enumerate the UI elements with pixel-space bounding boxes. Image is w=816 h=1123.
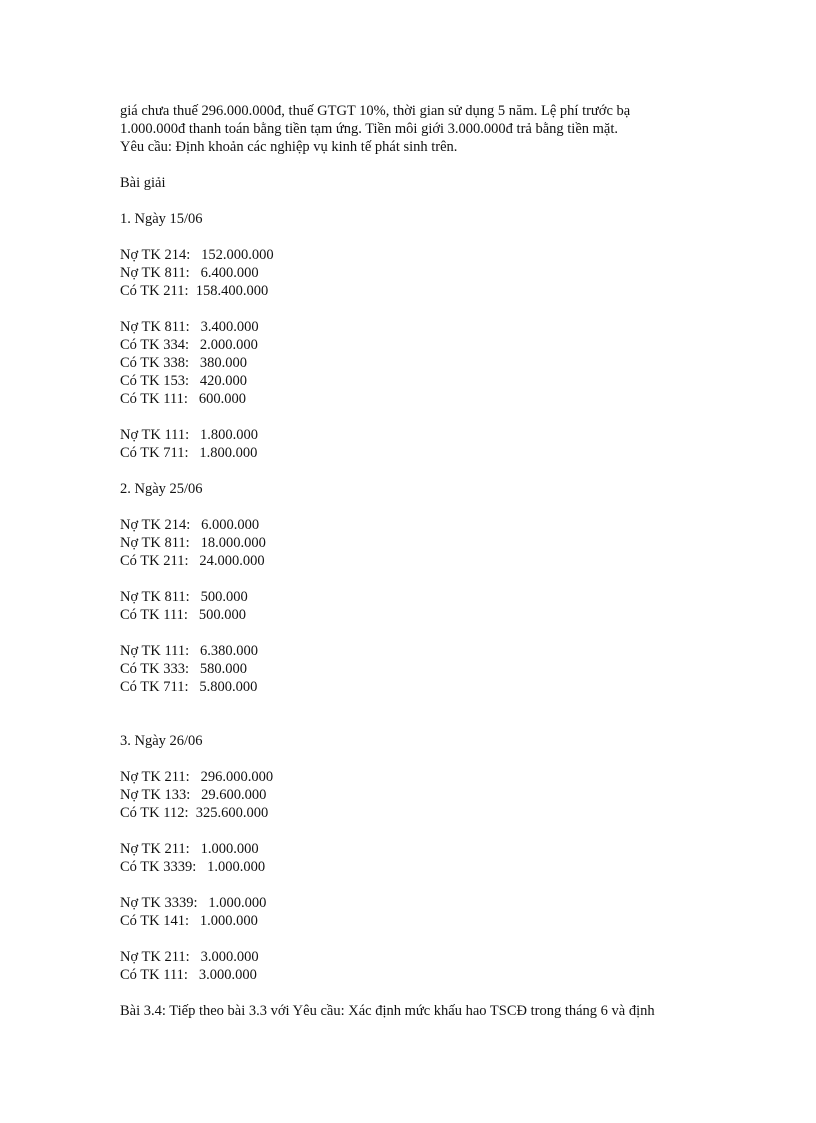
- intro-line-3: Yêu cầu: Định khoản các nghiệp vụ kinh tế phát sinh trên.: [120, 139, 458, 155]
- journal-line: Có TK 112: 325.600.000: [120, 805, 269, 821]
- intro-line-2: 1.000.000đ thanh toán bằng tiền tạm ứng. Tiền môi giới 3.000.000đ trả bằng tiền mặt.: [120, 121, 619, 137]
- journal-line: Có TK 338: 380.000: [120, 355, 248, 371]
- journal-line: Nợ TK 214: 152.000.000: [120, 247, 274, 263]
- intro-line-1: giá chưa thuế 296.000.000đ, thuế GTGT 10%, thời gian sử dụng 5 năm. Lệ phí trước bạ: [120, 103, 631, 119]
- exercise-3-4-heading: Bài 3.4: Tiếp theo bài 3.3 với Yêu cầu: Xác định mức khấu hao TSCĐ trong tháng 6 và định: [120, 1003, 655, 1019]
- entry-group: [120, 948, 720, 984]
- document-page: [120, 102, 720, 1020]
- entry-group: [120, 840, 720, 876]
- journal-line: Có TK 3339: 1.000.000: [120, 859, 266, 875]
- journal-line: Nợ TK 811: 3.400.000: [120, 319, 259, 335]
- journal-line: Có TK 141: 1.000.000: [120, 913, 258, 929]
- solution-heading: Bài giải: [120, 175, 166, 191]
- journal-line: Có TK 153: 420.000: [120, 373, 248, 389]
- entry-group: [120, 642, 720, 696]
- journal-line: Nợ TK 811: 6.400.000: [120, 265, 259, 281]
- journal-line: Có TK 211: 24.000.000: [120, 553, 265, 569]
- journal-line: Nợ TK 211: 296.000.000: [120, 769, 274, 785]
- entry-group: [120, 426, 720, 462]
- entry-group: [120, 894, 720, 930]
- journal-line: Có TK 334: 2.000.000: [120, 337, 258, 353]
- section-title: 3. Ngày 26/06: [120, 733, 203, 749]
- section-3: [120, 732, 720, 984]
- journal-line: Có TK 333: 580.000: [120, 661, 248, 677]
- section-title: 2. Ngày 25/06: [120, 481, 203, 497]
- journal-line: Nợ TK 811: 18.000.000: [120, 535, 266, 551]
- entry-group: [120, 318, 720, 408]
- journal-line: Có TK 711: 5.800.000: [120, 679, 258, 695]
- entry-group: [120, 768, 720, 822]
- entry-group: [120, 516, 720, 570]
- journal-line: Nợ TK 811: 500.000: [120, 589, 248, 605]
- journal-line: Nợ TK 211: 3.000.000: [120, 949, 259, 965]
- journal-line: Có TK 211: 158.400.000: [120, 283, 269, 299]
- entry-group: [120, 246, 720, 300]
- entry-group: [120, 588, 720, 624]
- journal-line: Nợ TK 133: 29.600.000: [120, 787, 267, 803]
- journal-line: Có TK 111: 600.000: [120, 391, 246, 407]
- journal-line: Nợ TK 111: 1.800.000: [120, 427, 259, 443]
- journal-line: Nợ TK 211: 1.000.000: [120, 841, 259, 857]
- section-1: [120, 210, 720, 462]
- section-title: 1. Ngày 15/06: [120, 211, 203, 227]
- journal-line: Nợ TK 111: 6.380.000: [120, 643, 259, 659]
- journal-line: Nợ TK 214: 6.000.000: [120, 517, 260, 533]
- journal-line: Có TK 711: 1.800.000: [120, 445, 258, 461]
- section-2: [120, 480, 720, 696]
- journal-line: Có TK 111: 3.000.000: [120, 967, 257, 983]
- journal-line: Có TK 111: 500.000: [120, 607, 246, 623]
- journal-line: Nợ TK 3339: 1.000.000: [120, 895, 267, 911]
